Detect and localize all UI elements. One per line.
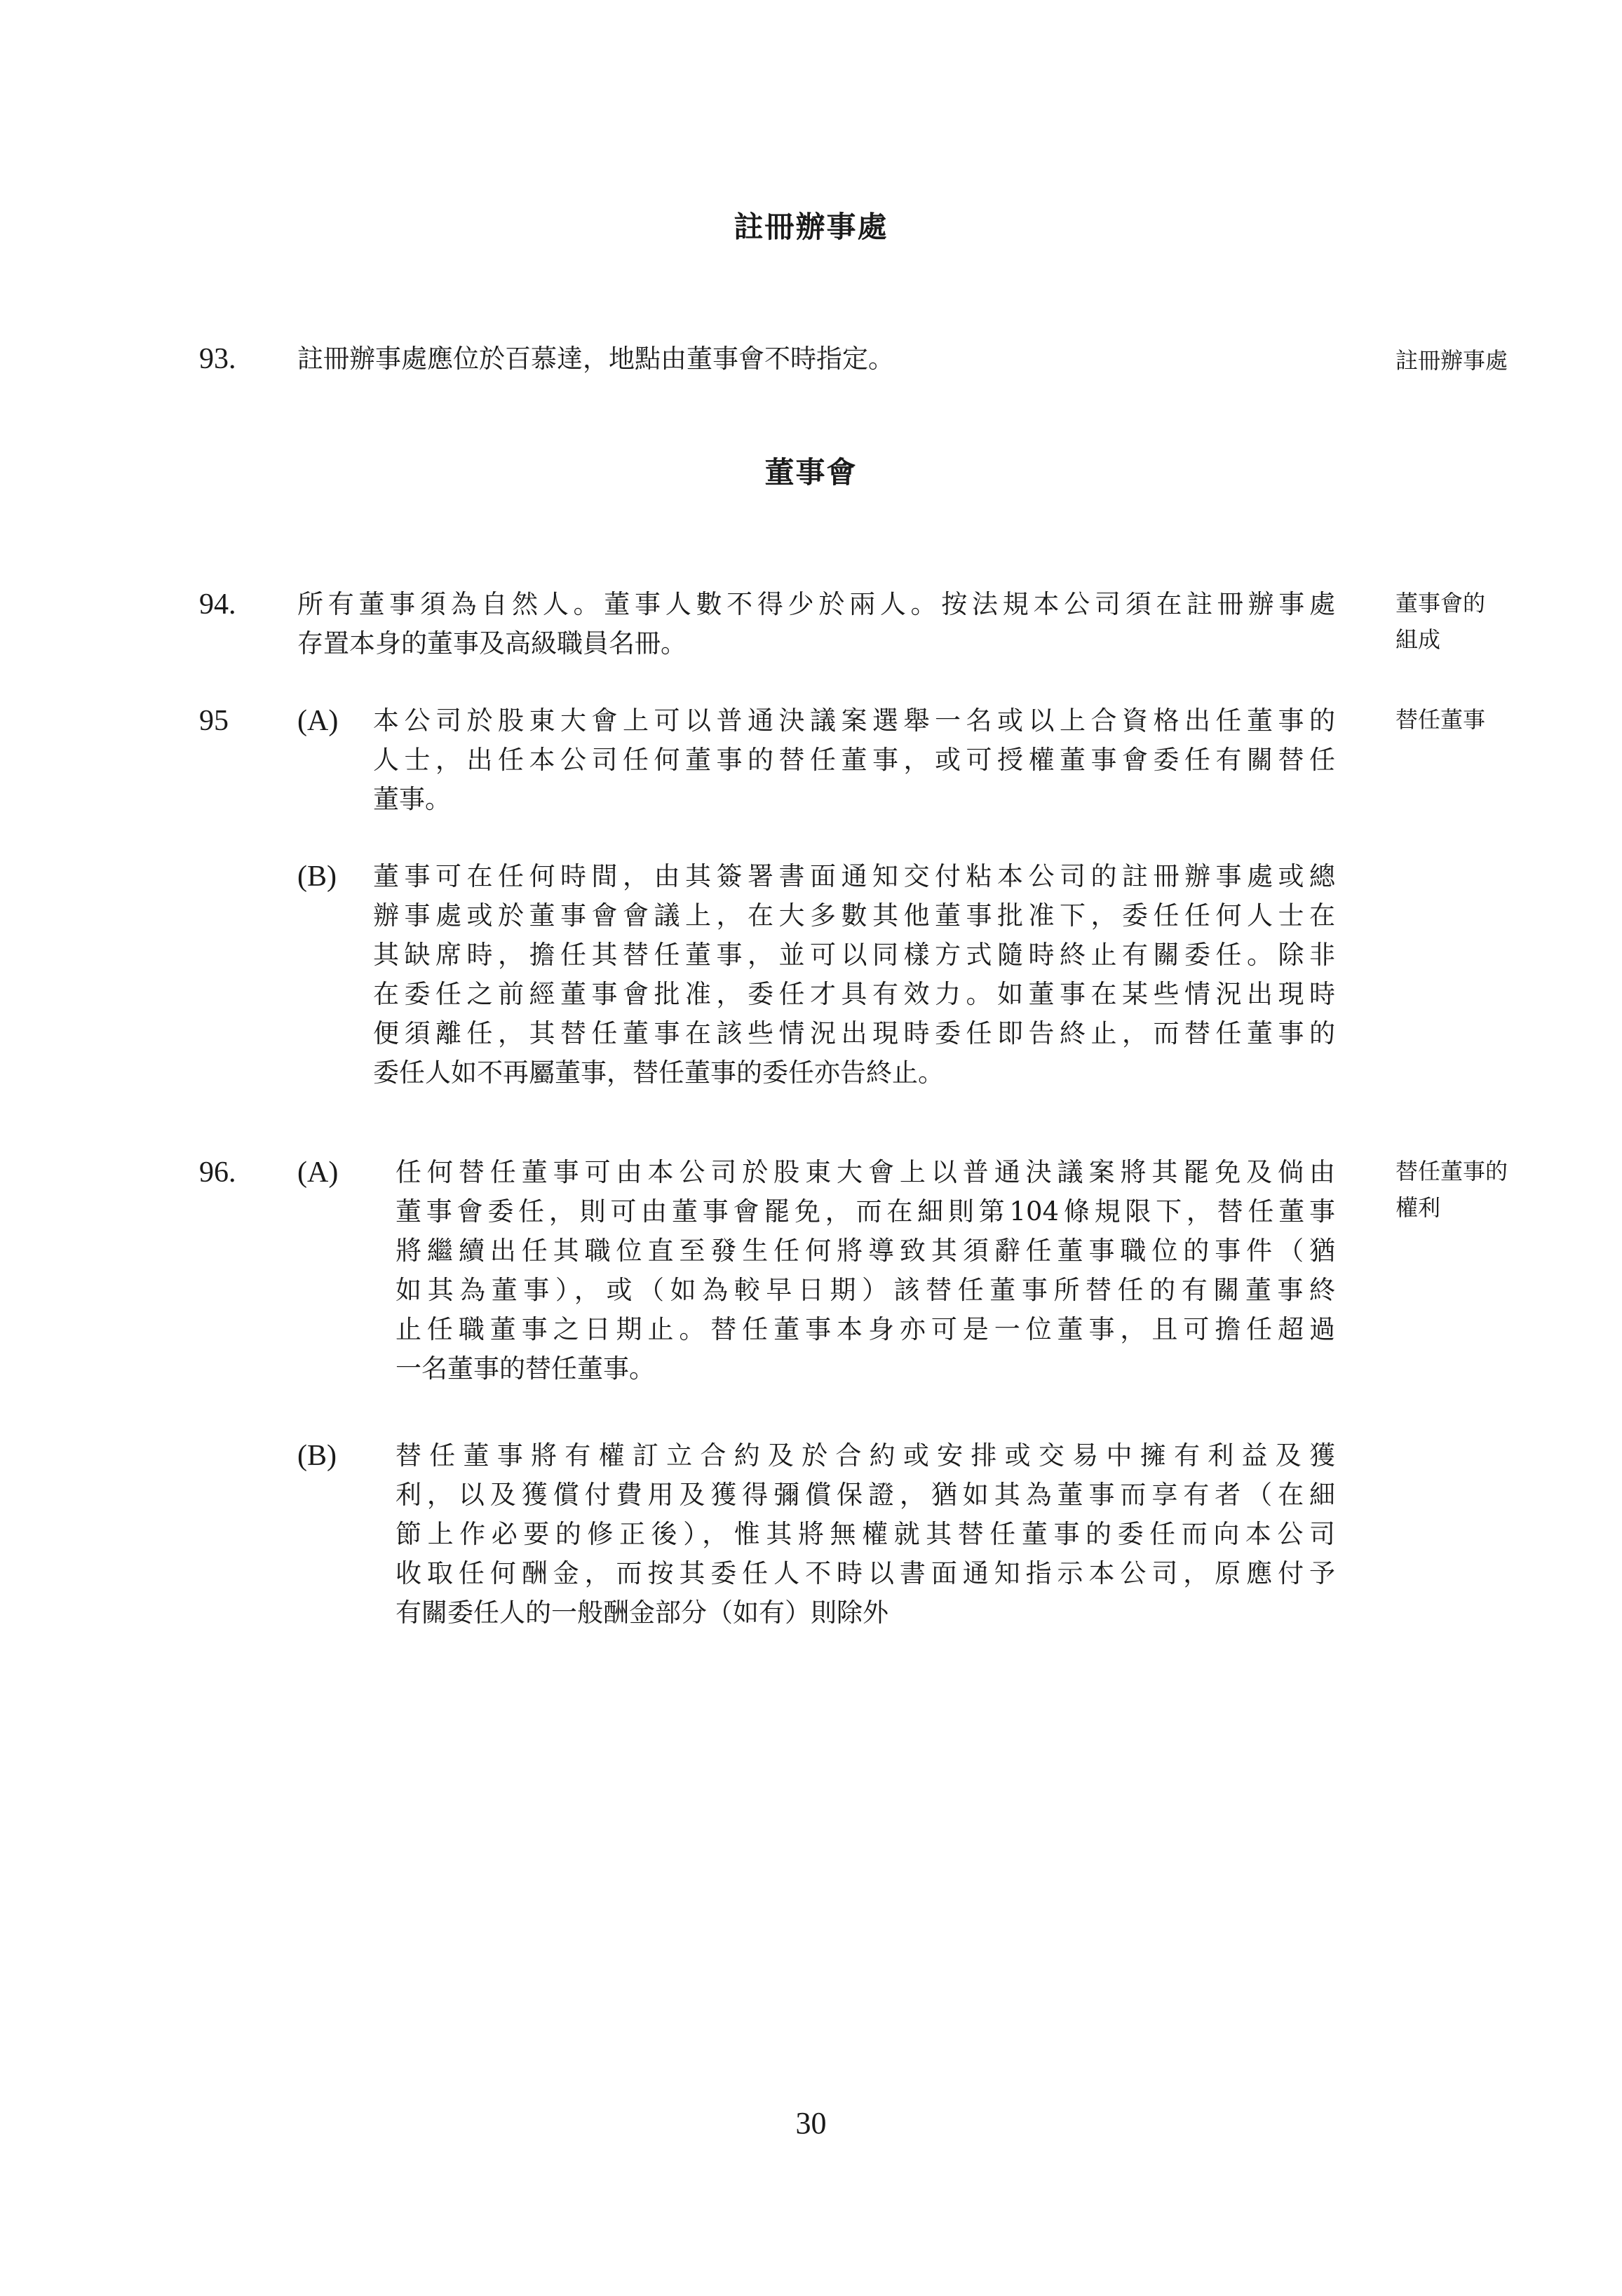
text-line: 任何替任董事可由本公司於股東大會上以普通決議案將其罷免及倘由 (396, 1157, 1335, 1187)
side-note-line: 權利 (1395, 1194, 1441, 1221)
side-note (1395, 342, 1557, 379)
text-line: 將繼續出任其職位直至發生任何將導致其須辭任董事職位的事件（猶 (396, 1236, 1335, 1266)
section-heading-board: 董事會 (764, 455, 858, 489)
sub-clause-label: (B) (297, 860, 337, 893)
text-line: 如其為董事），或（如為較早日期）該替任董事所替任的有關董事終 (396, 1275, 1335, 1305)
clause-text (297, 585, 1335, 663)
clause-number: 93. (199, 343, 236, 375)
text-line: 註冊辦事處應位於百慕達，地點由董事會不時指定。 (297, 344, 894, 374)
sub-clause-text (396, 1153, 1335, 1389)
sub-clause-text (396, 1436, 1335, 1633)
text-line: 委任人如不再屬董事，替任董事的委任亦告終止。 (373, 1058, 944, 1088)
clause-number: 96. (199, 1156, 236, 1189)
clause-number: 94. (199, 588, 236, 621)
side-note-line: 董事會的 (1395, 590, 1486, 616)
text-line: 有關委任人的一般酬金部分（如有）則除外 (396, 1598, 888, 1628)
text-line: 在委任之前經董事會批准，委任才具有效力。如董事在某些情況出現時 (373, 979, 1335, 1009)
text-line: 其缺席時，擔任其替任董事，並可以同樣方式隨時終止有關委任。除非 (373, 940, 1335, 970)
text-line: 董事會委任，則可由董事會罷免，而在細則第104條規限下，替任董事 (396, 1196, 1335, 1227)
side-note-line: 替任董事 (1395, 706, 1486, 733)
side-note-line: 替任董事的 (1395, 1158, 1508, 1184)
text-line: 所有董事須為自然人。董事人數不得少於兩人。按法規本公司須在註冊辦事處 (297, 589, 1335, 619)
sub-clause-label: (B) (297, 1440, 337, 1472)
side-note-line: 註冊辦事處 (1395, 347, 1508, 374)
sub-clause-label: (A) (297, 705, 339, 737)
text-line: 董事可在任何時間，由其簽署書面通知交付粘本公司的註冊辦事處或總 (373, 861, 1335, 891)
sub-clause-text (373, 701, 1335, 819)
side-note (1395, 585, 1557, 658)
sub-clause-label: (A) (297, 1156, 339, 1189)
side-note (1395, 701, 1557, 738)
side-note-line: 組成 (1395, 626, 1441, 653)
text-line: 便須離任，其替任董事在該些情況出現時委任即告終止，而替任董事的 (373, 1018, 1335, 1048)
clause-text (297, 339, 1335, 379)
text-line: 辦事處或於董事會會議上，在大多數其他董事批准下，委任任何人士在 (373, 900, 1335, 931)
text-line: 一名董事的替任董事。 (396, 1353, 655, 1384)
text-line: 止任職董事之日期止。替任董事本身亦可是一位董事，且可擔任超過 (396, 1314, 1335, 1344)
section-heading-registered-office: 註冊辦事處 (734, 210, 888, 244)
page-number: 30 (795, 2106, 827, 2140)
text-line: 替任董事將有權訂立合約及於合約或安排或交易中擁有利益及獲 (396, 1440, 1335, 1471)
text-line: 存置本身的董事及高級職員名冊。 (297, 628, 687, 659)
text-line: 人士，出任本公司任何董事的替任董事，或可授權董事會委任有關替任 (373, 745, 1335, 775)
text-line: 利，以及獲償付費用及獲得彌償保證，猶如其為董事而享有者（在細 (396, 1480, 1335, 1510)
clause-number: 95 (199, 705, 229, 737)
sub-clause-text (373, 857, 1335, 1093)
text-line: 節上作必要的修正後），惟其將無權就其替任董事的委任而向本公司 (396, 1519, 1335, 1549)
side-note (1395, 1153, 1557, 1226)
text-line: 收取任何酬金，而按其委任人不時以書面通知指示本公司，原應付予 (396, 1558, 1335, 1588)
text-line: 本公司於股東大會上可以普通決議案選舉一名或以上合資格出任董事的 (373, 705, 1335, 736)
text-line: 董事。 (373, 784, 451, 814)
